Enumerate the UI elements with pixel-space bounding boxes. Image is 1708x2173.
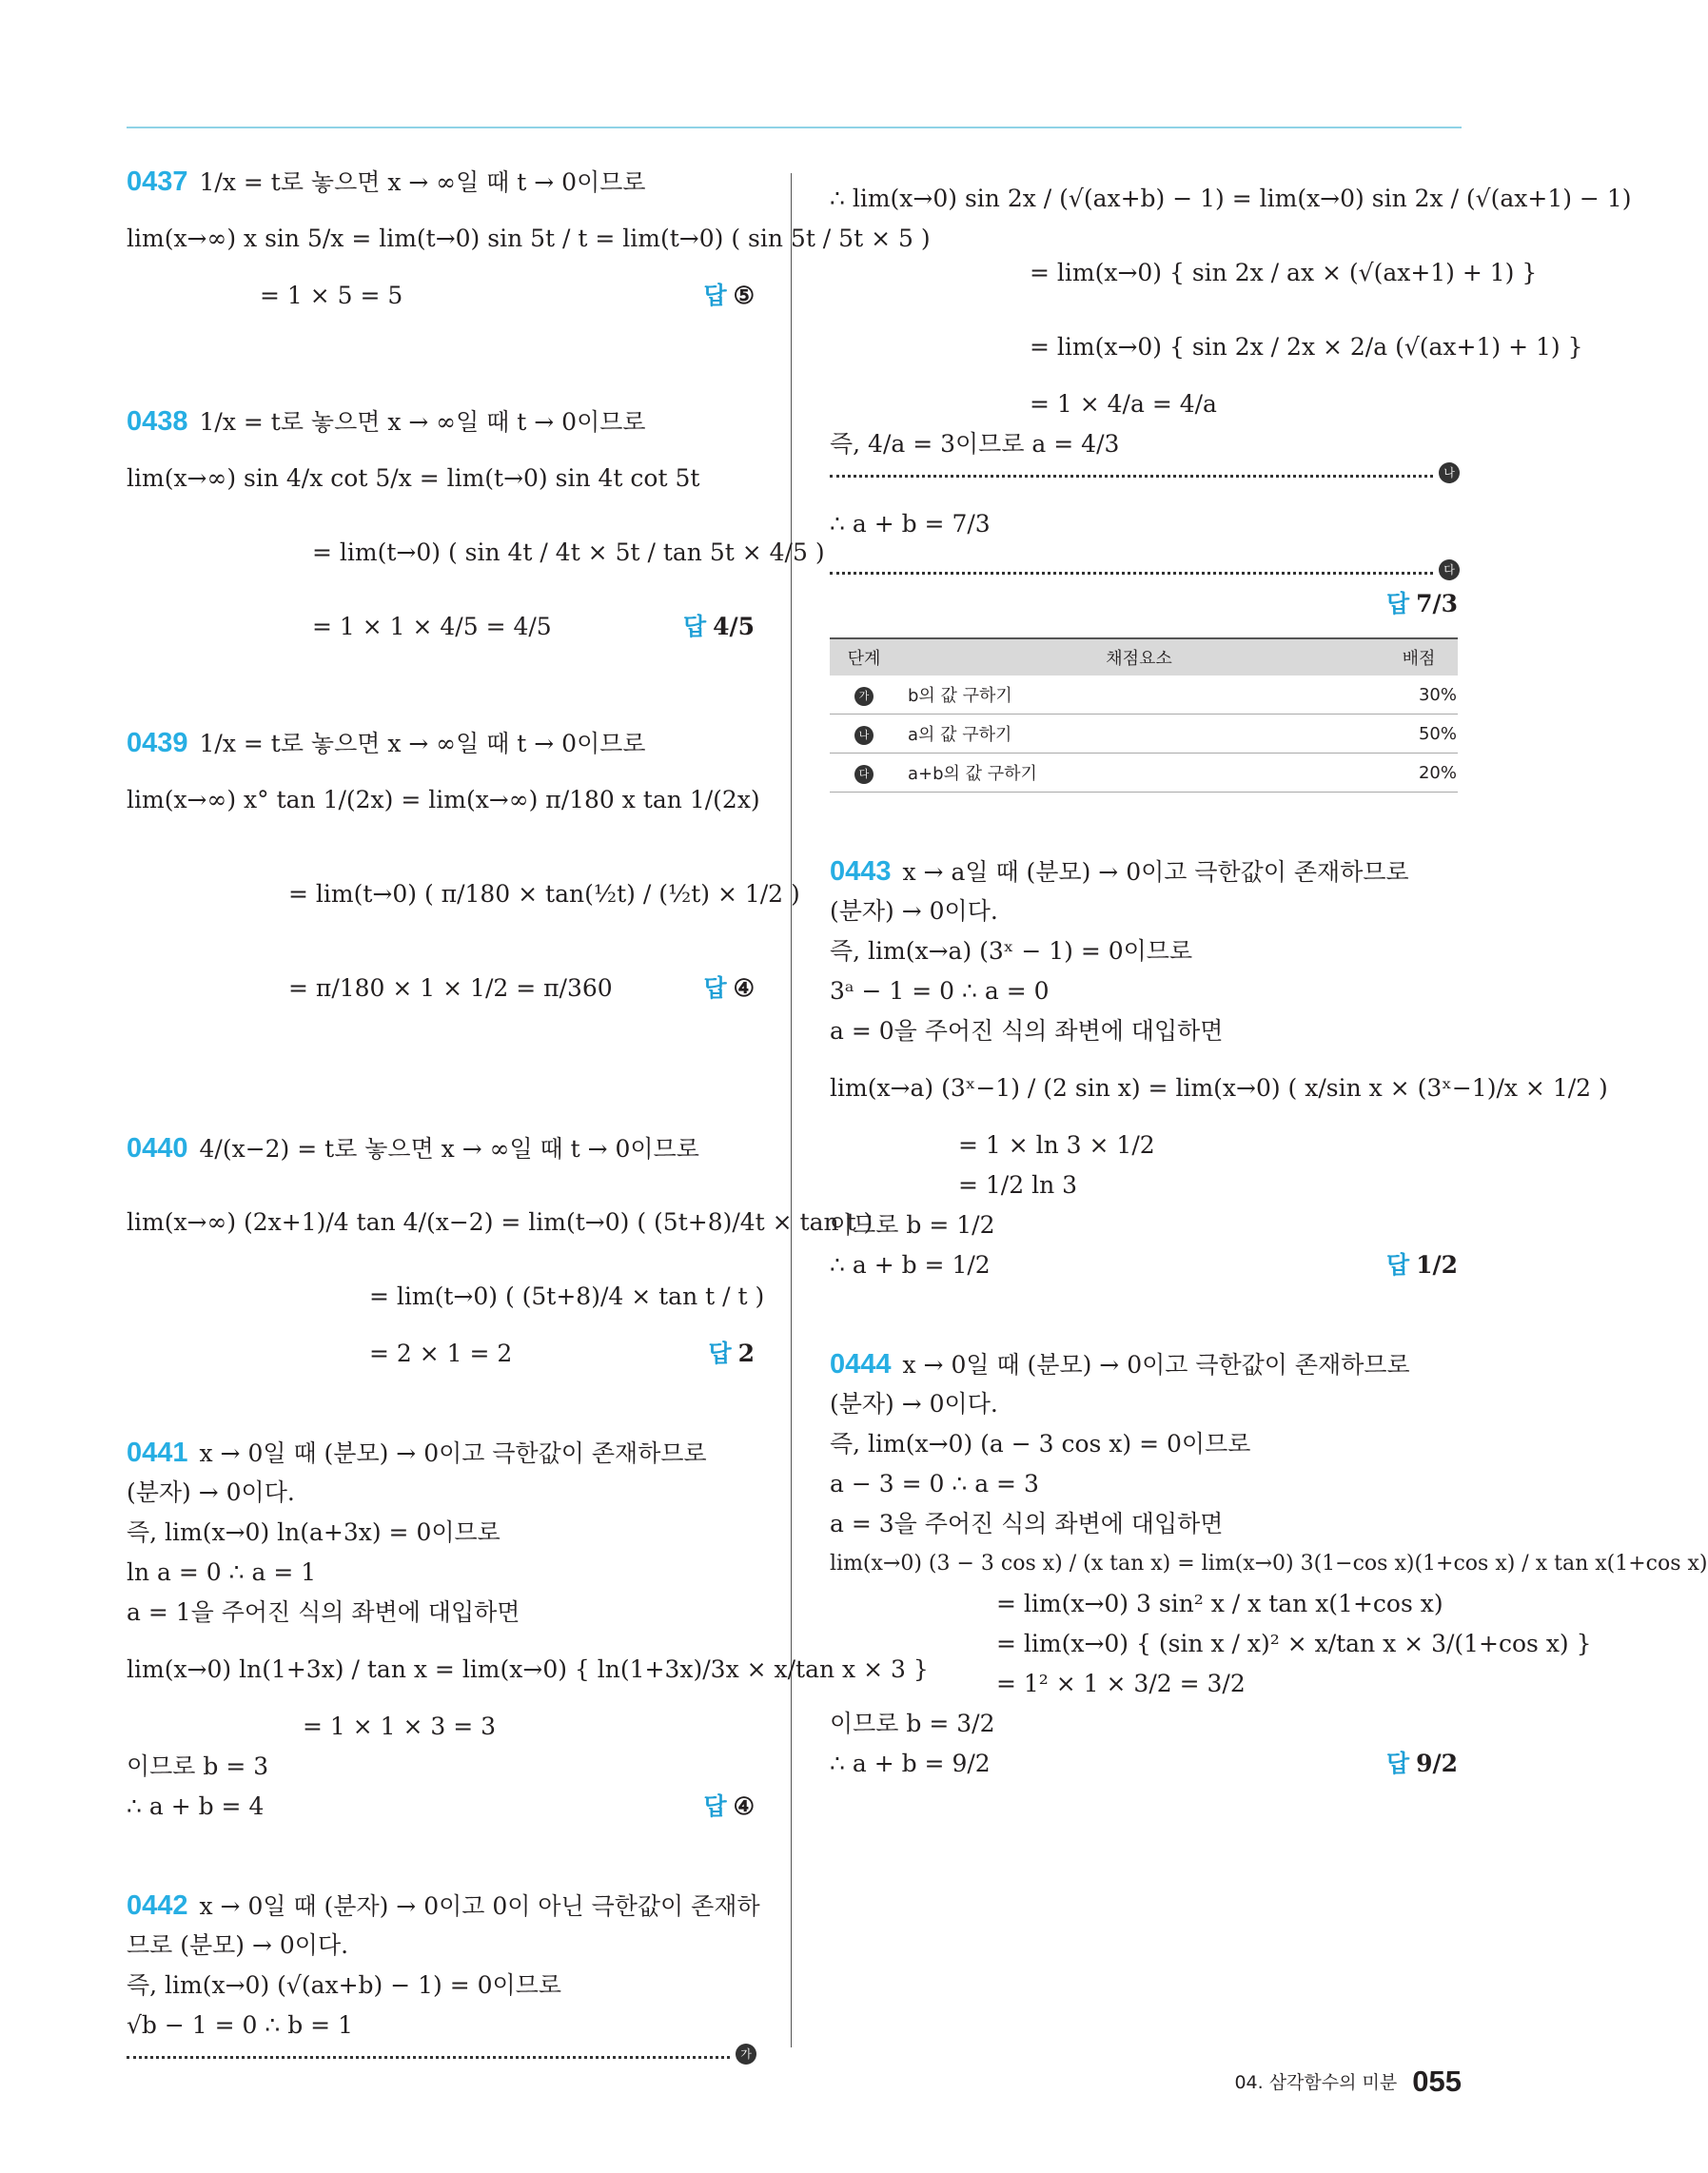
solution-line: = lim(x→0) 3 sin² x / x tan x(1+cos x) xyxy=(996,1590,1443,1617)
solution-line: = lim(t→0) ( π/180 × tan(½t) / (½t) × 1/2 ) xyxy=(288,880,800,908)
problem-number: 0438 xyxy=(127,406,188,437)
page-number: 055 xyxy=(1412,2065,1462,2098)
dotted-separator xyxy=(830,466,1455,480)
table-cell: 20% xyxy=(1380,754,1458,793)
problem-number: 0440 xyxy=(127,1133,188,1164)
table-cell: 50% xyxy=(1380,715,1458,754)
problem-0439 xyxy=(127,723,800,1026)
table-header: 단계 xyxy=(830,638,898,675)
problem-0438 xyxy=(127,401,825,664)
page-footer xyxy=(1234,2065,1462,2099)
solution-line: (분자) → 0이다. xyxy=(830,897,998,925)
solution-line: = 1 × 1 × 4/5 = 4/5 xyxy=(312,613,552,640)
solution-line: 1/x = t로 놓으면 x → ∞일 때 t → 0이므로 xyxy=(199,408,646,436)
table-header: 채점요소 xyxy=(898,638,1380,675)
solution-line: (분자) → 0이다. xyxy=(127,1478,295,1506)
answer: 답 1/2 xyxy=(1385,1251,1458,1279)
solution-line: 이므로 b = 3/2 xyxy=(830,1710,995,1737)
chapter-title: 04. 삼각함수의 미분 xyxy=(1234,2072,1398,2093)
problem-number: 0443 xyxy=(830,856,892,887)
step-marker-na: 나 xyxy=(1439,462,1460,483)
solution-line: ∴ a + b = 4 xyxy=(127,1792,265,1820)
solution-line: (분자) → 0이다. xyxy=(830,1390,998,1418)
solution-line: a = 1을 주어진 식의 좌변에 대입하면 xyxy=(127,1598,520,1626)
answer: 답 ⑤ xyxy=(703,282,755,309)
solution-line: 3ᵃ − 1 = 0 ∴ a = 0 xyxy=(830,977,1050,1005)
answer: 답 ④ xyxy=(703,974,755,1002)
solution-line: = 1 × 5 = 5 xyxy=(260,282,403,309)
solution-line: 즉, lim(x→0) ln(a+3x) = 0이므로 xyxy=(127,1518,501,1546)
solution-line: 4/(x−2) = t로 놓으면 x → ∞일 때 t → 0이므로 xyxy=(199,1135,699,1163)
dotted-separator xyxy=(830,563,1455,577)
table-cell: b의 값 구하기 xyxy=(898,675,1380,715)
problem-0443 xyxy=(830,852,1608,1285)
solution-line: x → a일 때 (분모) → 0이고 극한값이 존재하므로 xyxy=(902,858,1409,886)
solution-line: 즉, lim(x→0) (a − 3 cos x) = 0이므로 xyxy=(830,1430,1251,1458)
solution-line: x → 0일 때 (분모) → 0이고 극한값이 존재하므로 xyxy=(902,1351,1410,1379)
solution-line: lim(x→0) ln(1+3x) / tan x = lim(x→0) { ln(1+3x)/3x × x/tan x × 3 } xyxy=(127,1655,929,1683)
solution-line: = 1 × ln 3 × 1/2 xyxy=(958,1131,1155,1159)
solution-line: = 2 × 1 = 2 xyxy=(369,1340,513,1367)
step-marker-ga: 가 xyxy=(736,2044,756,2065)
answer: 답 7/3 xyxy=(1385,590,1458,617)
table-row xyxy=(830,754,1458,793)
answer: 답 9/2 xyxy=(1385,1750,1458,1777)
solution-line: ∴ a + b = 7/3 xyxy=(830,510,991,538)
solution-line: lim(x→0) (3 − 3 cos x) / (x tan x) = lim(x→0) 3(1−cos x)(1+cos x) / x tan x(1+cos x) xyxy=(830,1552,1708,1576)
problem-number: 0441 xyxy=(127,1438,188,1468)
solution-line: lim(x→∞) (2x+1)/4 tan 4/(x−2) = lim(t→0) ( (5t+8)/4t × tan t ) xyxy=(127,1208,874,1236)
solution-line: 므로 (분모) → 0이다. xyxy=(127,1931,349,1959)
top-rule xyxy=(127,127,1462,128)
right-column xyxy=(830,162,1708,1784)
solution-line: = lim(x→0) { (sin x / x)² × x/tan x × 3/(1+cos x) } xyxy=(996,1630,1592,1657)
solution-line: 1/x = t로 놓으면 x → ∞일 때 t → 0이므로 xyxy=(199,730,646,757)
step-marker: 나 xyxy=(854,726,874,745)
solution-line: = 1 × 4/a = 4/a xyxy=(1030,390,1217,418)
solution-line: 1/x = t로 놓으면 x → ∞일 때 t → 0이므로 xyxy=(199,168,646,196)
problem-0444 xyxy=(830,1344,1708,1784)
solution-line: = π/180 × 1 × 1/2 = π/360 xyxy=(288,974,613,1002)
solution-line: x → 0일 때 (분모) → 0이고 극한값이 존재하므로 xyxy=(199,1439,707,1467)
solution-line: ln a = 0 ∴ a = 1 xyxy=(127,1558,317,1586)
solution-line: 즉, 4/a = 3이므로 a = 4/3 xyxy=(830,430,1120,458)
solution-line: ∴ lim(x→0) sin 2x / (√(ax+b) − 1) = lim(x→0) sin 2x / (√(ax+1) − 1) xyxy=(830,185,1632,212)
problem-number: 0437 xyxy=(127,166,188,197)
problem-number: 0444 xyxy=(830,1349,892,1380)
table-header: 배점 xyxy=(1380,638,1458,675)
problem-number: 0439 xyxy=(127,728,188,758)
solution-line: a = 3을 주어진 식의 좌변에 대입하면 xyxy=(830,1510,1224,1537)
solution-line: √b − 1 = 0 ∴ b = 1 xyxy=(127,2011,353,2039)
solution-line: lim(x→∞) x° tan 1/(2x) = lim(x→∞) π/180 x tan 1/(2x) xyxy=(127,786,760,813)
solution-line: 이므로 b = 3 xyxy=(127,1752,269,1780)
step-marker: 다 xyxy=(854,765,874,784)
answer: 답 2 xyxy=(708,1340,755,1367)
solution-line: = 1 × 1 × 3 = 3 xyxy=(303,1713,497,1740)
solution-line: a = 0을 주어진 식의 좌변에 대입하면 xyxy=(830,1017,1224,1045)
scoring-table xyxy=(830,637,1458,793)
answer: 답 4/5 xyxy=(682,613,755,640)
solution-line: 즉, lim(x→0) (√(ax+b) − 1) = 0이므로 xyxy=(127,1971,561,1999)
solution-line: = lim(x→0) { sin 2x / 2x × 2/a (√(ax+1) + 1) } xyxy=(1030,333,1583,361)
solution-line: ∴ a + b = 9/2 xyxy=(830,1750,991,1777)
solution-line: lim(x→∞) x sin 5/x = lim(t→0) sin 5t / t = lim(t→0) ( sin 5t / 5t × 5 ) xyxy=(127,225,931,252)
step-marker: 가 xyxy=(854,687,874,706)
problem-0442 xyxy=(127,1886,760,2061)
table-row xyxy=(830,715,1458,754)
table-cell: 30% xyxy=(1380,675,1458,715)
problem-number: 0442 xyxy=(127,1890,188,1921)
answer: 답 ④ xyxy=(703,1792,755,1820)
solution-line: 즉, lim(x→a) (3ˣ − 1) = 0이므로 xyxy=(830,937,1193,965)
problem-0442-continued xyxy=(830,162,1632,624)
table-cell: a의 값 구하기 xyxy=(898,715,1380,754)
solution-line: a − 3 = 0 ∴ a = 3 xyxy=(830,1470,1039,1498)
solution-line: = lim(t→0) ( (5t+8)/4 × tan t / t ) xyxy=(369,1282,765,1310)
problem-0437 xyxy=(127,162,931,316)
table-row xyxy=(830,675,1458,715)
dotted-separator xyxy=(127,2047,752,2061)
solution-line: 이므로 b = 1/2 xyxy=(830,1211,995,1239)
solution-line: = 1/2 ln 3 xyxy=(958,1171,1078,1199)
solution-line: lim(x→∞) sin 4/x cot 5/x = lim(t→0) sin 4t cot 5t xyxy=(127,464,700,492)
step-marker-da: 다 xyxy=(1439,559,1460,580)
solution-line: ∴ a + b = 1/2 xyxy=(830,1251,991,1279)
column-divider xyxy=(791,173,792,2047)
solution-line: = lim(t→0) ( sin 4t / 4t × 5t / tan 5t × 4/5 ) xyxy=(312,538,825,566)
solution-line: = 1² × 1 × 3/2 = 3/2 xyxy=(996,1670,1246,1697)
solution-line: lim(x→a) (3ˣ−1) / (2 sin x) = lim(x→0) ( x/sin x × (3ˣ−1)/x × 1/2 ) xyxy=(830,1074,1608,1102)
solution-line: = lim(x→0) { sin 2x / ax × (√(ax+1) + 1) } xyxy=(1030,259,1538,286)
table-cell: a+b의 값 구하기 xyxy=(898,754,1380,793)
solution-line: x → 0일 때 (분자) → 0이고 0이 아닌 극한값이 존재하 xyxy=(199,1892,760,1920)
